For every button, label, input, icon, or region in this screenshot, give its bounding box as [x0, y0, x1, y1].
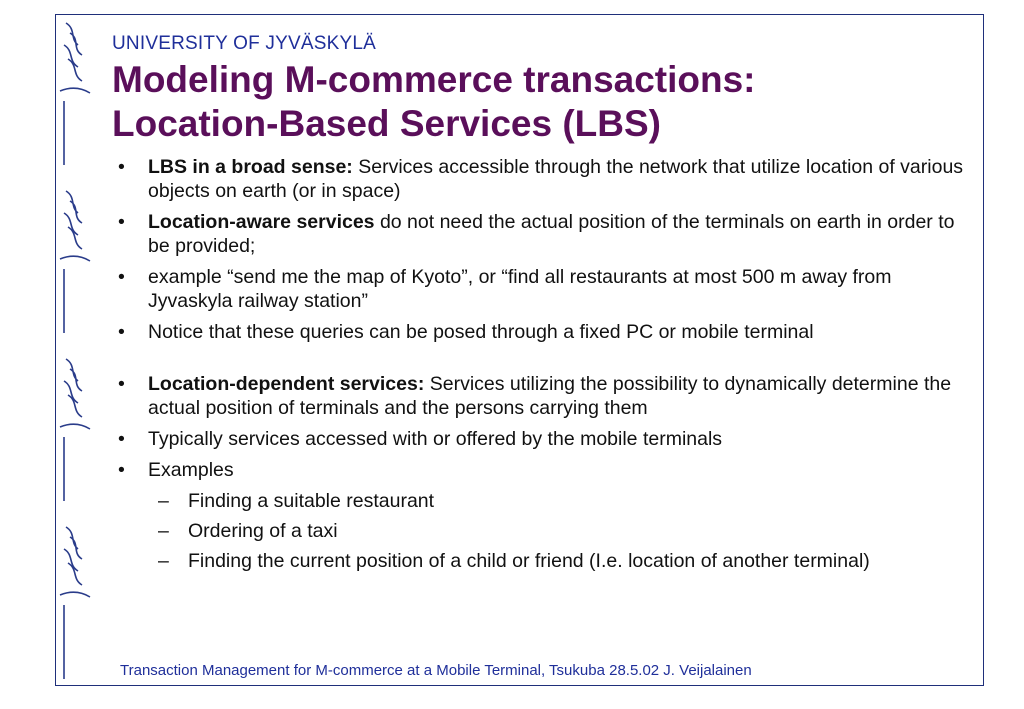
bullet-mark: •: [118, 156, 125, 178]
bullet-bold: Location-aware services: [148, 211, 375, 233]
emblem-4: [60, 527, 90, 679]
bullet-item: [112, 427, 972, 451]
slide-footer: Transaction Management for M-commerce at a Mobile Terminal, Tsukuba 28.5.02 J. Veijalainen: [120, 662, 752, 679]
bullet-mark: •: [118, 266, 125, 288]
bullet-text: Examples: [148, 459, 234, 481]
sub-bullet-text: Finding the current position of a child or friend (I.e. location of another terminal): [188, 550, 870, 572]
bullet-list: [112, 155, 972, 579]
bullet-text: Notice that these queries can be posed through a fixed PC or mobile terminal: [148, 321, 814, 343]
bullet-text: example “send me the map of Kyoto”, or “find all restaurants at most 500 m away from Jyvaskyla railway station”: [148, 266, 892, 312]
bullet-item: [112, 320, 972, 344]
bullet-item: [112, 372, 972, 420]
sub-bullet-item: [112, 549, 972, 573]
emblem-1: [60, 23, 90, 165]
bullet-mark: •: [118, 211, 125, 233]
bullet-mark: •: [118, 321, 125, 343]
sub-bullet-item: [112, 519, 972, 543]
university-name: UNIVERSITY OF JYVÄSKYLÄ: [112, 33, 376, 54]
dash-mark: –: [158, 520, 169, 542]
bullet-text: Typically services accessed with or offered by the mobile terminals: [148, 428, 723, 450]
bullet-text: Services utilizing the possibility to dynamically determine the actual position of terminals and the persons carrying them: [148, 373, 952, 419]
bullet-bold: LBS in a broad sense:: [148, 156, 353, 178]
bullet-text: do not need the actual position of the terminals on earth in order to be provided;: [148, 211, 955, 257]
bullet-bold: Location-dependent services:: [148, 373, 425, 395]
slide-title: [112, 58, 756, 146]
sub-bullet-item: [112, 489, 972, 513]
title-line-1: Modeling M-commerce transactions:: [112, 59, 756, 100]
bullet-mark: •: [118, 373, 125, 395]
sub-bullet-text: Ordering of a taxi: [188, 520, 338, 542]
bullet-mark: •: [118, 459, 125, 481]
title-line-2: Location-Based Services (LBS): [112, 103, 661, 144]
bullet-item: [112, 155, 972, 203]
university-emblem-strip-icon: [56, 15, 100, 685]
bullet-mark: •: [118, 428, 125, 450]
bullet-item: [112, 210, 972, 258]
bullet-text: Services accessible through the network that utilize location of various objects on earth (or in space): [148, 156, 964, 202]
dash-mark: –: [158, 550, 169, 572]
emblem-2: [60, 191, 90, 333]
dash-mark: –: [158, 490, 169, 512]
emblem-3: [60, 359, 90, 501]
bullet-item: [112, 458, 972, 482]
bullet-item: [112, 265, 972, 313]
sub-bullet-text: Finding a suitable restaurant: [188, 490, 435, 512]
